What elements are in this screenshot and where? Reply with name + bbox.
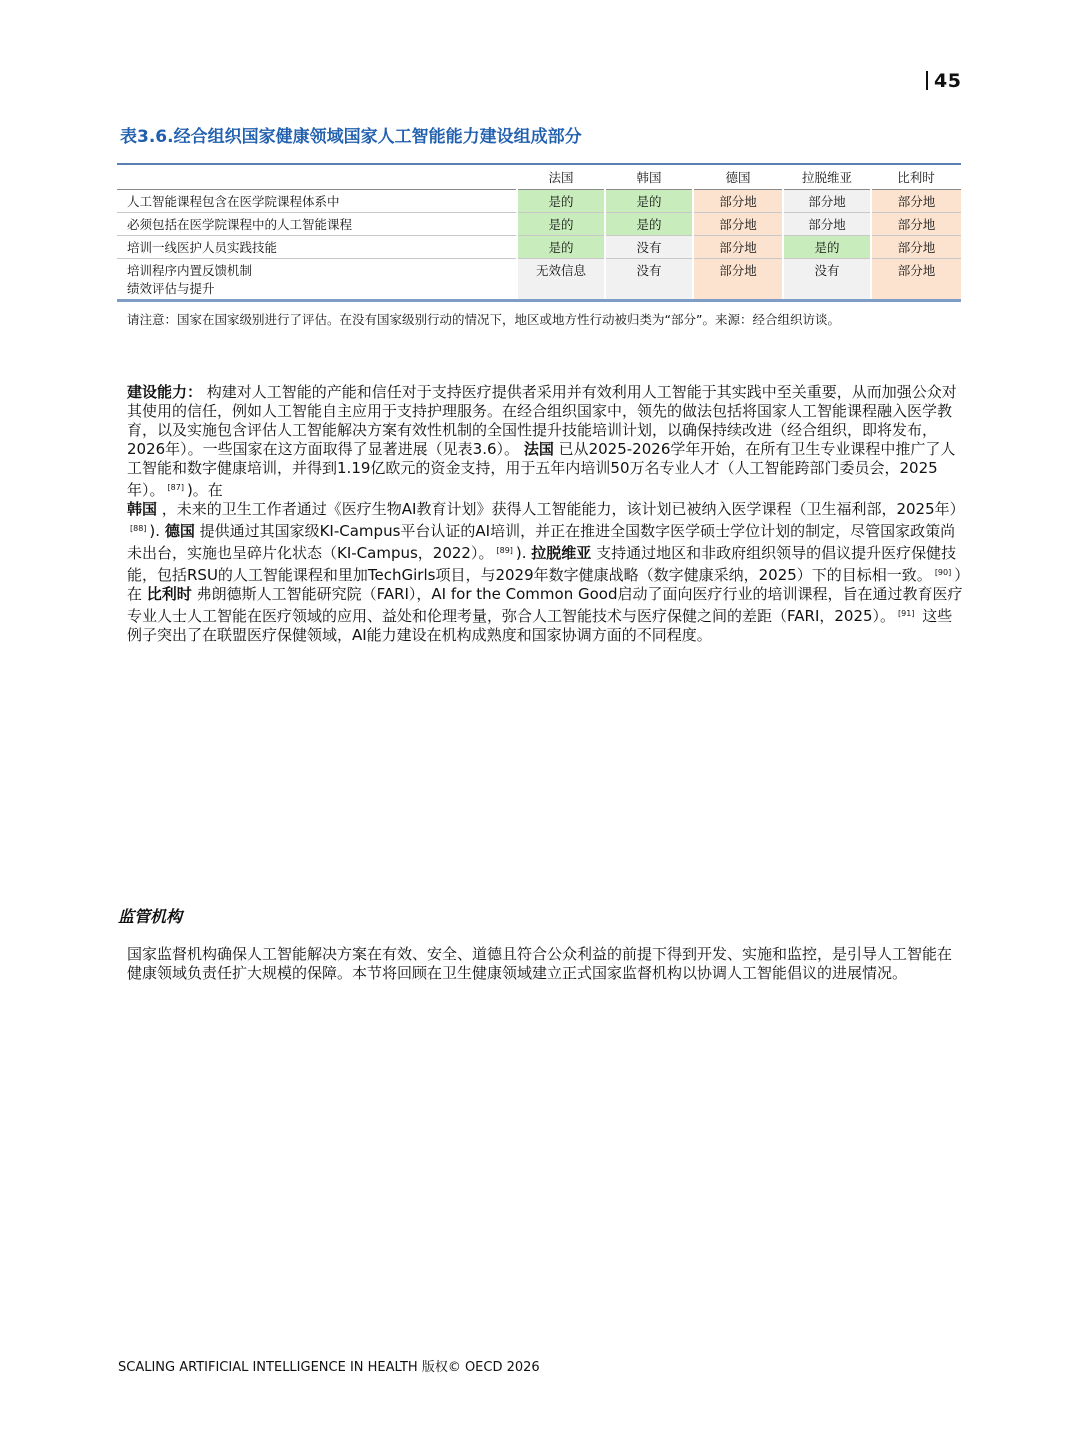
capacity-paragraph [127,383,965,645]
table-corner [117,164,517,190]
table-cell: 是的 [517,190,605,213]
row-label-text: 必须包括在医学院课程中的人工智能课程 [127,217,353,232]
table-cell: 部分地 [783,213,871,236]
table-cell: 部分地 [693,190,783,213]
regulators-text: 国家监督机构确保人工智能解决方案在有效、安全、道德且符合公众利益的前提下得到开发、实施和监控，是引导人工智能在健康领域负责任扩大规模的保障。本节将回顾在卫生健康领域建立正式国家监督机构以协调人工智能倡议的进展情况。 [127,945,953,982]
row-label [117,190,517,213]
column-header: 韩国 [605,164,693,190]
table-row [117,259,961,301]
table-row [117,236,961,259]
paragraph-text: 这些例子突出了在联盟医疗保健领域，AI能力建设在机构成熟度和国家协调方面的不同程度。 [127,607,953,644]
paragraph-text: 构建对人工智能的产能和信任对于支持医疗提供者采用并有效利用人工智能于其实践中至关重要，从而加强公众对其使用的信任，例如人工智能自主应用于支持护理服务。在经合组织国家中，领先的做法包括将国家人工智能课程融入医学教育，以及实施包含评估人工智能解决方案有效性机制的全国性提升技能培训计划，以确保持续改进（经合组织，即将发布，2026年）。一些国家在这方面取得了显著进展（见表3.6）。 [127,383,957,458]
row-label-text: 培训程序内置反馈机制 [127,263,253,278]
paragraph-text: ). [515,544,532,562]
table-cell: 是的 [517,213,605,236]
reference-link[interactable]: [91] [898,609,915,618]
column-header: 法国 [517,164,605,190]
table-cell: 没有 [783,259,871,301]
table-header-row [117,164,961,190]
capacity-table [117,163,961,302]
table-cell: 部分地 [693,213,783,236]
table-cell: 没有 [605,236,693,259]
table-cell: 部分地 [871,236,961,259]
paragraph-text: ). [149,522,165,540]
reference-link[interactable]: [87] [167,483,184,492]
table-cell: 是的 [605,190,693,213]
country-name: 拉脱维亚 [531,544,592,562]
column-header: 拉脱维亚 [783,164,871,190]
table-cell: 无效信息 [517,259,605,301]
table-cell: 是的 [605,213,693,236]
row-label-text: 培训一线医护人员实践技能 [127,240,278,255]
row-label [117,259,517,301]
reference-link[interactable]: [90] [934,568,952,577]
table-cell: 部分地 [871,190,961,213]
capacity-lead: 建设能力： [127,383,203,401]
paragraph-text: ）在 [127,566,962,603]
table-cell: 部分地 [693,236,783,259]
paragraph-text: 已从2025-2026学年开始，在所有卫生专业课程中推广了人工智能和数字健康培训，并得到1.19亿欧元的资金支持，用于五年内培训50万名专业人才（人工智能跨部门委员会，2025年）。 [127,440,956,499]
row-label [117,236,517,259]
table-cell: 是的 [517,236,605,259]
reference-link[interactable]: [88] [130,524,147,533]
table-cell: 没有 [605,259,693,301]
page-number-divider [926,71,928,90]
row-label-text: 人工智能课程包含在医学院课程体系中 [127,194,340,209]
regulators-heading: 监管机构 [118,907,183,926]
row-label [117,213,517,236]
country-name: 德国 [164,522,195,540]
table-row [117,190,961,213]
paragraph-text: 弗朗德斯人工智能研究院（FARI），AI for the Common Good启动了面向医疗行业的培训课程，旨在通过教育医疗专业人士人工智能在医疗领域的应用、益处和伦理考量，弥合人工智能技术与医疗保健之间的差距（FARI，2025）。 [127,585,963,625]
table-note: 请注意：国家在国家级别进行了评估。在没有国家级别行动的情况下，地区或地方性行动被归类为“部分”。来源：经合组织访谈。 [127,312,840,327]
table-title: 表3.6.经合组织国家健康领域国家人工智能能力建设组成部分 [120,127,582,147]
page-number [926,70,961,92]
table-cell: 部分地 [871,259,961,301]
table-cell: 部分地 [871,213,961,236]
table-cell: 部分地 [783,190,871,213]
country-name: 法国 [523,440,554,458]
page-footer: SCALING ARTIFICIAL INTELLIGENCE IN HEALTH 版权© OECD 2026 [118,1360,540,1375]
column-header: 德国 [693,164,783,190]
page-number-text: 45 [934,70,962,92]
row-label-text: 绩效评估与提升 [127,281,215,296]
column-header: 比利时 [871,164,961,190]
paragraph-text: )。在 [186,481,223,499]
table-cell: 是的 [783,236,871,259]
table-row [117,213,961,236]
paragraph-text: 提供通过其国家级KI-Campus平台认证的AI培训，并正在推进全国数字医学硕士学位计划的制定，尽管国家政策尚未出台，实施也呈碎片化状态（KI-Campus，2022）。 [127,522,956,562]
regulators-paragraph [127,945,965,983]
country-name: 比利时 [146,585,192,603]
country-name: 韩国 [127,500,158,518]
paragraph-text: ，未来的卫生工作者通过《医疗生物AI教育计划》获得人工智能能力，该计划已被纳入医学课程（卫生福利部，2025年） [157,500,965,518]
paragraph-text: 支持通过地区和非政府组织领导的倡议提升医疗保健技能，包括RSU的人工智能课程和里加TechGirls项目，与2029年数字健康战略（数字健康采纳，2025）下的目标相一致。 [127,544,957,584]
table-cell: 部分地 [693,259,783,301]
reference-link[interactable]: [89] [496,546,513,555]
